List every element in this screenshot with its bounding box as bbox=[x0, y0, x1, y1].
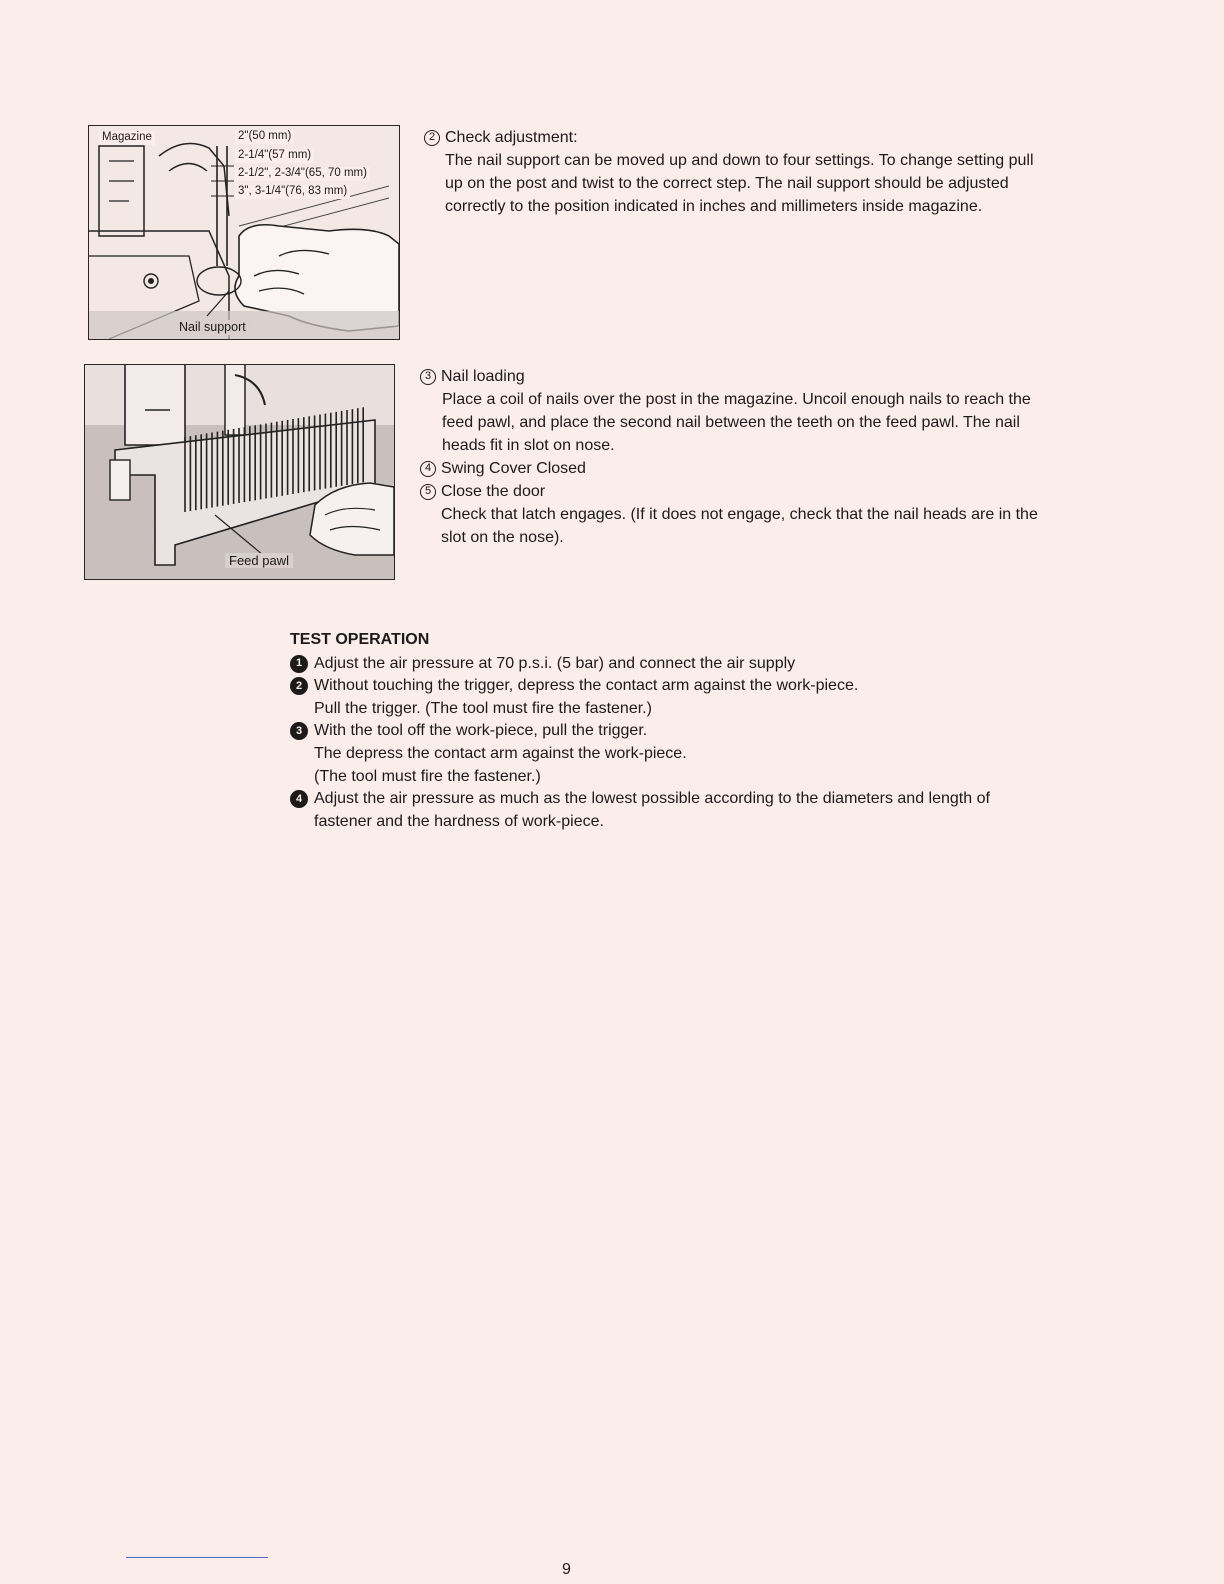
item-line: fastener and the hardness of work-piece. bbox=[314, 812, 604, 830]
section-title: TEST OPERATION bbox=[290, 631, 430, 648]
step-title: Close the door bbox=[441, 483, 546, 500]
item-line: Pull the trigger. (The tool must fire the fastener.) bbox=[314, 699, 652, 717]
step-number-2: 2 bbox=[424, 130, 440, 146]
setting-label-3: 2-1/2", 2-3/4"(65, 70 mm) bbox=[235, 167, 370, 181]
body-line: up on the post and twist to the correct step. The nail support should be adjusted bbox=[445, 175, 1009, 192]
setting-label-2: 2-1/4"(57 mm) bbox=[235, 149, 314, 163]
footer-link-underline bbox=[126, 1557, 268, 1558]
test-item bbox=[290, 675, 1110, 720]
step-number-4: 4 bbox=[420, 461, 436, 477]
step-title: Nail loading bbox=[441, 368, 525, 385]
body-line: slot on the nose). bbox=[441, 529, 564, 546]
item-line: With the tool off the work-piece, pull the trigger. bbox=[314, 722, 648, 740]
item-line: (The tool must fire the fastener.) bbox=[314, 767, 541, 785]
setting-label-1: 2"(50 mm) bbox=[235, 130, 294, 144]
step-body bbox=[420, 503, 1110, 549]
step-title: Check adjustment: bbox=[445, 129, 578, 146]
test-item bbox=[290, 720, 1110, 788]
feed-pawl-figure bbox=[84, 364, 395, 580]
setting-label-4: 3", 3-1/4"(76, 83 mm) bbox=[235, 185, 350, 199]
body-line: correctly to the position indicated in inches and millimeters inside magazine. bbox=[445, 198, 983, 215]
bullet-number-4: 4 bbox=[290, 790, 308, 808]
bullet-number-2: 2 bbox=[290, 677, 308, 695]
bullet-number-3: 3 bbox=[290, 722, 308, 740]
feed-pawl-label: Feed pawl bbox=[225, 553, 293, 568]
body-line: Place a coil of nails over the post in the magazine. Uncoil enough nails to reach the bbox=[442, 391, 1031, 408]
test-item bbox=[290, 788, 1110, 833]
nail-support-figure bbox=[88, 125, 400, 340]
page-number: 9 bbox=[562, 1561, 571, 1578]
item-line: The depress the contact arm against the work-piece. bbox=[314, 744, 687, 762]
body-line: The nail support can be moved up and down to four settings. To change setting pull bbox=[445, 152, 1034, 169]
body-line: heads fit in slot on nose. bbox=[442, 437, 615, 454]
step-check-adjustment bbox=[424, 126, 1114, 218]
step-swing-cover bbox=[420, 457, 1110, 480]
test-item bbox=[290, 653, 1110, 676]
body-line: feed pawl, and place the second nail between the teeth on the feed pawl. The nail bbox=[442, 414, 1020, 431]
item-line: Without touching the trigger, depress the contact arm against the work-piece. bbox=[314, 677, 859, 695]
body-line: Check that latch engages. (If it does not engage, check that the nail heads are in the bbox=[441, 506, 1038, 523]
step-body bbox=[424, 149, 1114, 218]
step-body bbox=[420, 388, 1110, 457]
step-nail-loading bbox=[420, 365, 1110, 549]
nail-loading-illustration bbox=[85, 365, 394, 579]
item-line: Adjust the air pressure as much as the lowest possible according to the diameters and length of bbox=[314, 790, 990, 808]
step-number-3: 3 bbox=[420, 369, 436, 385]
step-close-door bbox=[420, 480, 1110, 503]
step-number-5: 5 bbox=[420, 484, 436, 500]
nail-support-label: Nail support bbox=[175, 320, 250, 335]
magazine-label: Magazine bbox=[99, 131, 155, 145]
bullet-number-1: 1 bbox=[290, 655, 308, 673]
item-line: Adjust the air pressure at 70 p.s.i. (5 bar) and connect the air supply bbox=[314, 654, 796, 672]
test-operation-section bbox=[290, 629, 1110, 833]
step-title: Swing Cover Closed bbox=[441, 460, 586, 477]
